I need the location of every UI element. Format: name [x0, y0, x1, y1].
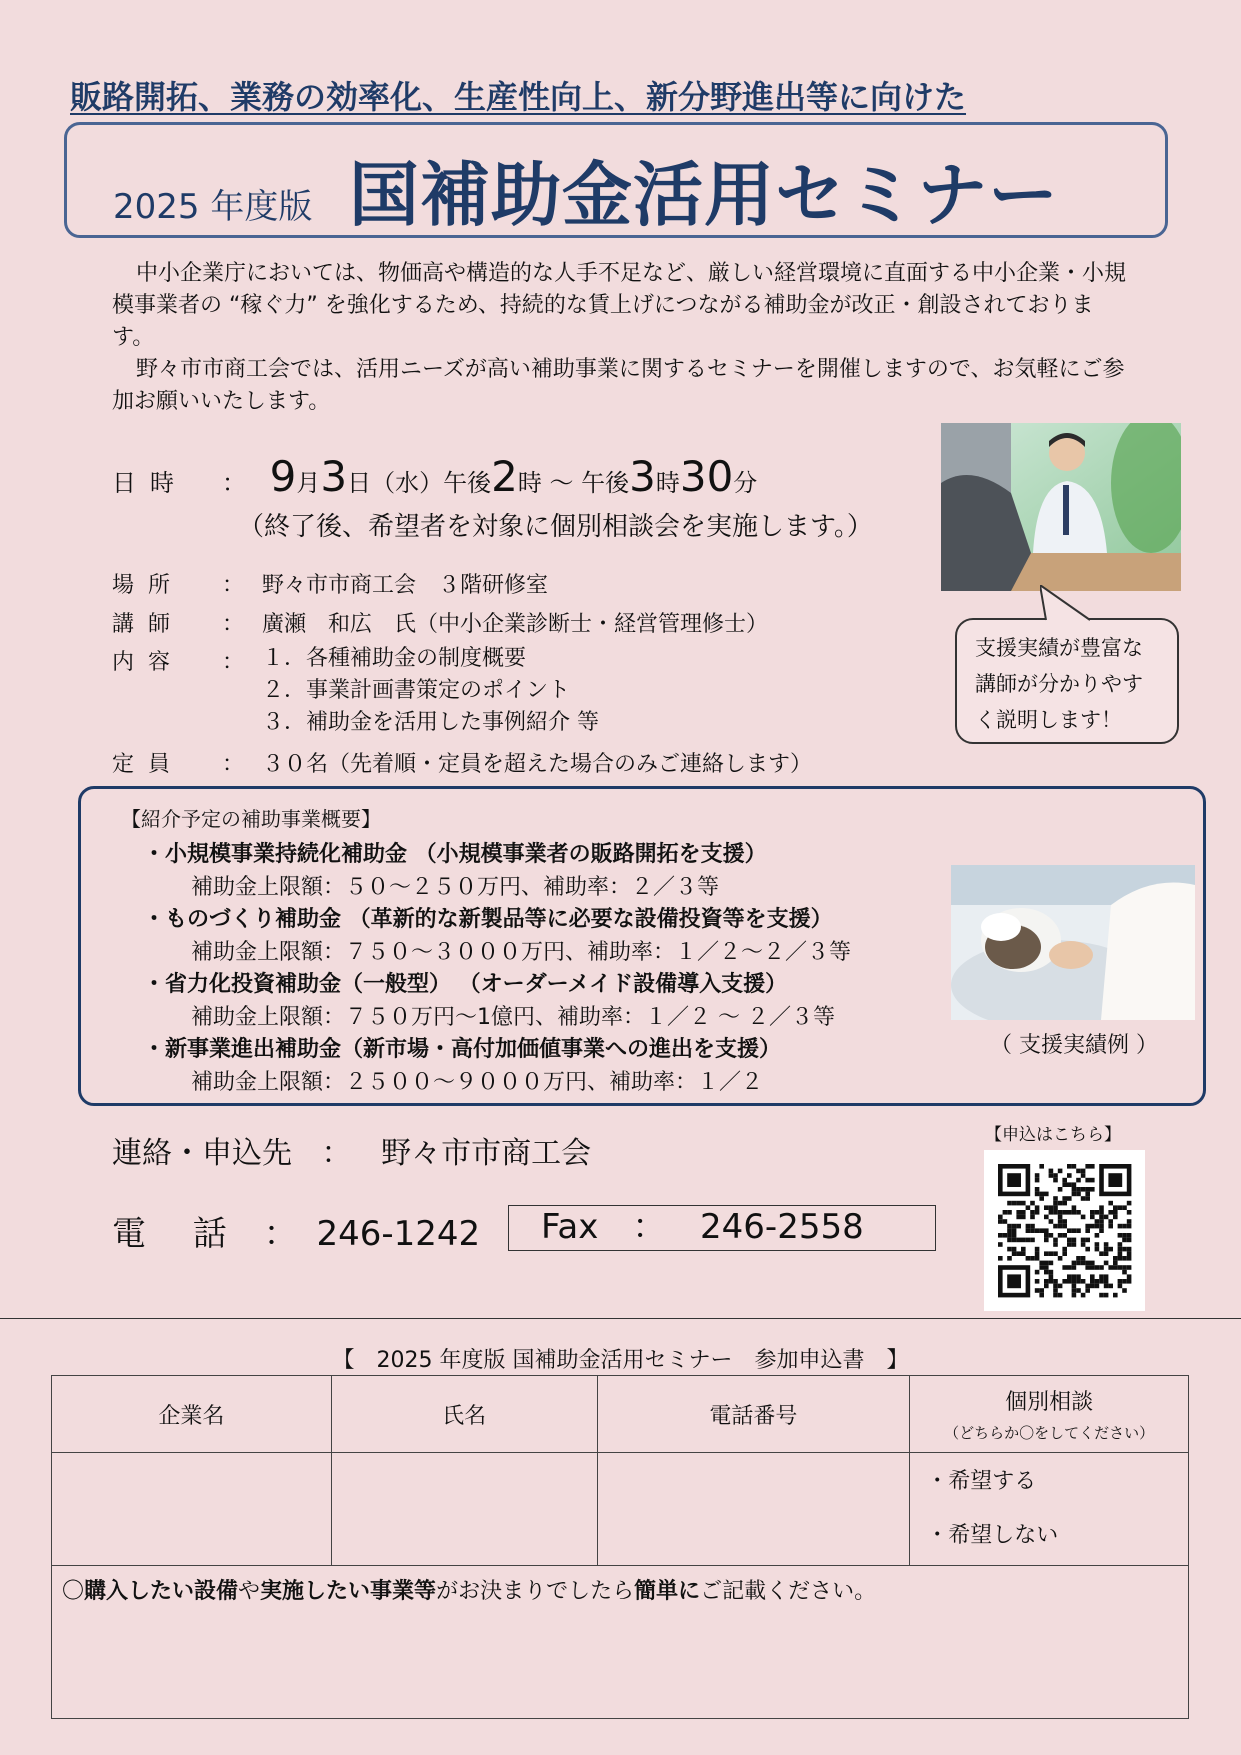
support-example-photo	[951, 865, 1195, 1020]
date-month-suffix: 月	[296, 469, 321, 497]
phone-number: 246-1242	[316, 1214, 481, 1254]
subsidy-detail: 補助金上限額：７５０万円～1億円、補助率：１／２ ～ ２／３等	[191, 1005, 835, 1030]
col-phone-header: 電話番号	[597, 1376, 910, 1453]
start-hour: 2	[491, 452, 518, 501]
col-name-header: 氏名	[331, 1376, 597, 1453]
note-mark: 〇	[62, 1579, 85, 1604]
place-row	[112, 568, 548, 599]
content-item: ２．事業計画書策定のポイント	[262, 678, 571, 703]
subsidy-detail: 補助金上限額：５０～２５０万円、補助率：２／３等	[191, 875, 720, 900]
note-bold: 簡単に	[634, 1579, 701, 1604]
subsidy-name: ・新事業進出補助金（新市場・高付加価値事業への進出を支援）	[143, 1037, 782, 1062]
subsidy-name: ・ものづくり補助金 （革新的な新製品等に必要な設備投資等を支援）	[143, 907, 833, 932]
col-company-header: 企業名	[52, 1376, 332, 1453]
subsidy-detail: 補助金上限額：７５０～３０００万円、補助率：１／２～２／３等	[191, 940, 852, 965]
application-form-table	[51, 1375, 1189, 1719]
option-yes[interactable]: ・希望する	[926, 1469, 1037, 1494]
note-text: ご記載ください。	[700, 1579, 877, 1604]
colon: ：	[222, 752, 245, 777]
colon: ：	[321, 1136, 352, 1171]
phone-line	[112, 1206, 480, 1255]
date-label: 日時	[112, 469, 188, 497]
note-bold: 購入したい設備	[84, 1579, 239, 1604]
end-minute: 30	[679, 452, 734, 501]
time-tilde: 時 ～ 午後	[517, 469, 630, 497]
note-text: や	[238, 1579, 261, 1604]
subsidy-heading: 【紹介予定の補助事業概要】	[121, 807, 381, 831]
capacity-value: ３０名（先着順・定員を超えた場合のみご連絡します）	[262, 752, 813, 777]
note-text: がお決まりでしたら	[436, 1579, 635, 1604]
bubble-line: 講師が分かりやす	[975, 672, 1143, 696]
form-header-row	[52, 1376, 1189, 1453]
contact-label: 連絡・申込先	[112, 1136, 292, 1171]
colon: ：	[263, 1214, 298, 1254]
date-note: （終了後、希望者を対象に個別相談会を実施します。）	[238, 512, 873, 542]
bubble-tail	[1040, 585, 1100, 621]
lecturer-row	[112, 607, 768, 638]
fax-number: 246-2558	[700, 1207, 864, 1247]
name-field[interactable]	[331, 1453, 597, 1566]
subsidy-name: ・小規模事業持続化補助金 （小規模事業者の販路開拓を支援）	[143, 842, 767, 867]
phone-label: 電 話	[112, 1214, 245, 1254]
colon: ：	[632, 1207, 667, 1247]
qr-caption: 【申込はこちら】	[985, 1125, 1121, 1145]
consult-options[interactable]	[910, 1453, 1189, 1566]
subsidy-name: ・省力化投資補助金（一般型） （オーダーメイド設備導入支援）	[143, 972, 788, 997]
cut-line	[0, 1318, 1241, 1319]
intro-paragraph-2: 野々市市商工会では、活用ニーズが高い補助事業に関するセミナーを開催しますので、お気軽にご参加お願いいたします。	[112, 357, 1125, 414]
minute-suffix: 分	[733, 469, 758, 497]
intro-paragraph-1: 中小企業庁においては、物価高や構造的な人手不足など、厳しい経営環境に直面する中小企業・小規模事業者の “稼ぐ力” を強化するため、持続的な賃上げにつながる補助金が改正・創設されております。	[112, 261, 1127, 350]
bubble-line: 支援実績が豊富な	[975, 636, 1143, 660]
capacity-label: 定員	[112, 752, 185, 777]
consultation-photo	[941, 423, 1181, 591]
content-row	[112, 645, 262, 676]
fax-box	[508, 1205, 936, 1251]
fax-label: Fax	[541, 1207, 599, 1247]
lecturer-label: 講師	[112, 612, 185, 637]
capacity-row	[112, 747, 812, 778]
colon: ：	[222, 650, 245, 675]
title-box	[64, 122, 1168, 238]
photo-caption: （ 支援実績例 ）	[990, 1033, 1158, 1058]
content-item: １．各種補助金の制度概要	[262, 646, 527, 671]
form-note-row	[52, 1566, 1189, 1719]
content-label: 内容	[112, 650, 185, 675]
content-item: ３．補助金を活用した事例紹介 等	[262, 710, 599, 735]
date-day-suffix: 日（水）午後	[347, 469, 492, 497]
colon: ：	[222, 612, 245, 637]
contact-org: 野々市市商工会	[381, 1136, 592, 1171]
hour-suffix: 時	[655, 469, 680, 497]
date-day: 3	[320, 452, 348, 501]
note-bold: 実施したい事業等	[260, 1579, 437, 1604]
header-subtitle: 販路開拓、業務の効率化、生産性向上、新分野進出等に向けた	[70, 78, 967, 116]
company-field[interactable]	[52, 1453, 332, 1566]
form-entry-row	[52, 1453, 1189, 1566]
form-title: 【 2025 年度版 国補助金活用セミナー 参加申込書 】	[332, 1348, 909, 1373]
place-label: 場所	[112, 573, 185, 598]
application-qr-code[interactable]	[984, 1150, 1145, 1311]
option-no[interactable]: ・希望しない	[926, 1523, 1059, 1548]
lecturer-value: 廣瀬 和広 氏（中小企業診断士・経営管理修士）	[262, 612, 769, 637]
col-consult-header	[910, 1376, 1189, 1453]
consult-label: 個別相談	[1005, 1390, 1094, 1415]
speech-bubble	[955, 618, 1179, 744]
title-year: 2025 年度版	[113, 187, 313, 227]
request-note-field[interactable]	[52, 1566, 1189, 1719]
date-month: 9	[269, 452, 297, 501]
intro-text	[112, 258, 1132, 418]
phone-field[interactable]	[597, 1453, 910, 1566]
end-hour: 3	[629, 452, 656, 501]
bubble-line: く説明します！	[975, 708, 1122, 732]
page-title: 国補助金活用セミナー	[349, 154, 1059, 236]
date-row	[112, 452, 757, 501]
subsidy-detail: 補助金上限額：２５００～９０００万円、補助率：１／２	[191, 1070, 764, 1095]
colon: ：	[222, 573, 245, 598]
content-list	[262, 643, 599, 739]
consult-note: （どちらか〇をしてください）	[944, 1424, 1155, 1442]
colon: ：	[222, 469, 246, 497]
contact-line	[112, 1128, 591, 1172]
place-value: 野々市市商工会 ３階研修室	[262, 573, 549, 598]
